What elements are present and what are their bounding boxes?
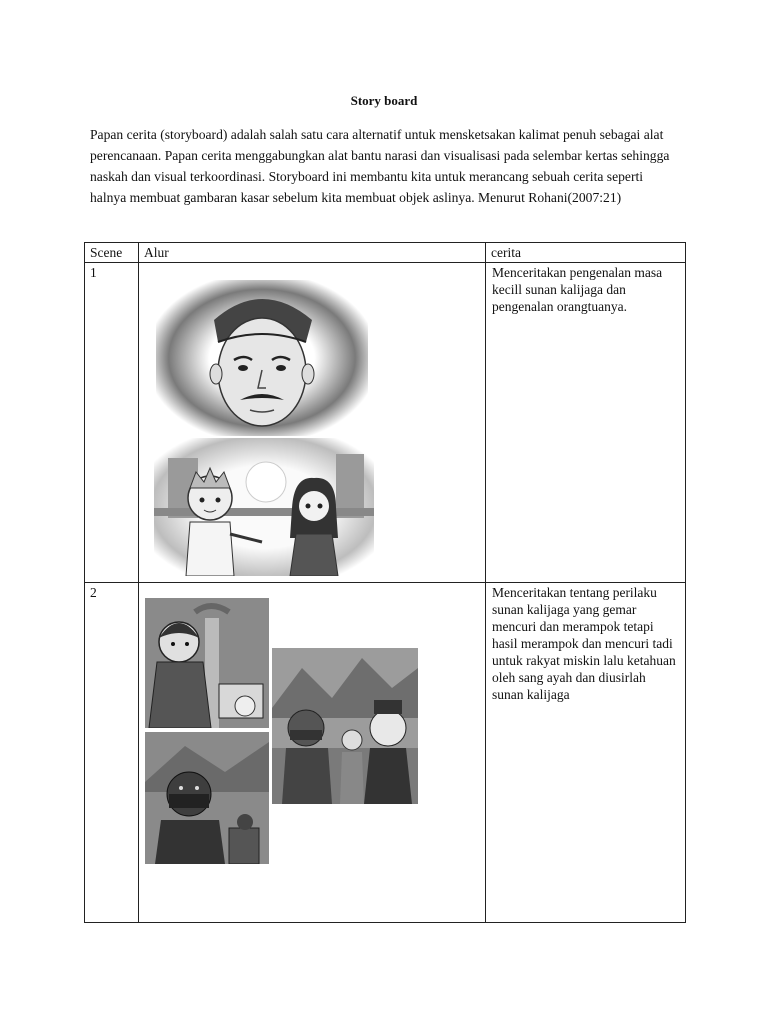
confrontation-illustration (272, 648, 418, 804)
children-illustration (154, 438, 374, 576)
header-alur: Alur (139, 243, 486, 263)
portrait-illustration (156, 280, 368, 436)
table-header-row (85, 243, 686, 263)
cerita-cell: Menceritakan tentang perilaku sunan kalijaga yang gemar mencuri dan merampok tetapi hasil merampok dan mencuri tadi untuk rakyat miskin lalu ketahuan oleh sang ayah dan diusirlah sunan kalijaga (486, 583, 686, 923)
page-title: Story board (350, 93, 418, 108)
theft-illustration (145, 598, 269, 728)
header-scene: Scene (85, 243, 139, 263)
masked-robbers-illustration (145, 732, 269, 864)
table-row (85, 263, 686, 583)
scene-number: 2 (85, 583, 139, 923)
storyboard-table (84, 242, 686, 923)
alur-cell (139, 263, 486, 583)
intro-paragraph: Papan cerita (storyboard) adalah salah satu cara alternatif untuk mensketsakan kalimat penuh sebagai alat perencanaan. Papan cerita menggabungkan alat bantu narasi dan visualisasi pada selembar kertas sehingga naskah dan visual terkoordinasi. Storyboard ini membantu kita untuk merancang sebuah cerita seperti halnya membuat gambaran kasar sebelum kita membuat objek aslinya. Menurut Rohani(2007:21) (90, 127, 670, 205)
header-cerita: cerita (486, 243, 686, 263)
cerita-cell: Menceritakan pengenalan masa kecill sunan kalijaga dan pengenalan orangtuanya. (486, 263, 686, 583)
table-row (85, 583, 686, 923)
scene-number: 1 (85, 263, 139, 583)
alur-cell (139, 583, 486, 923)
